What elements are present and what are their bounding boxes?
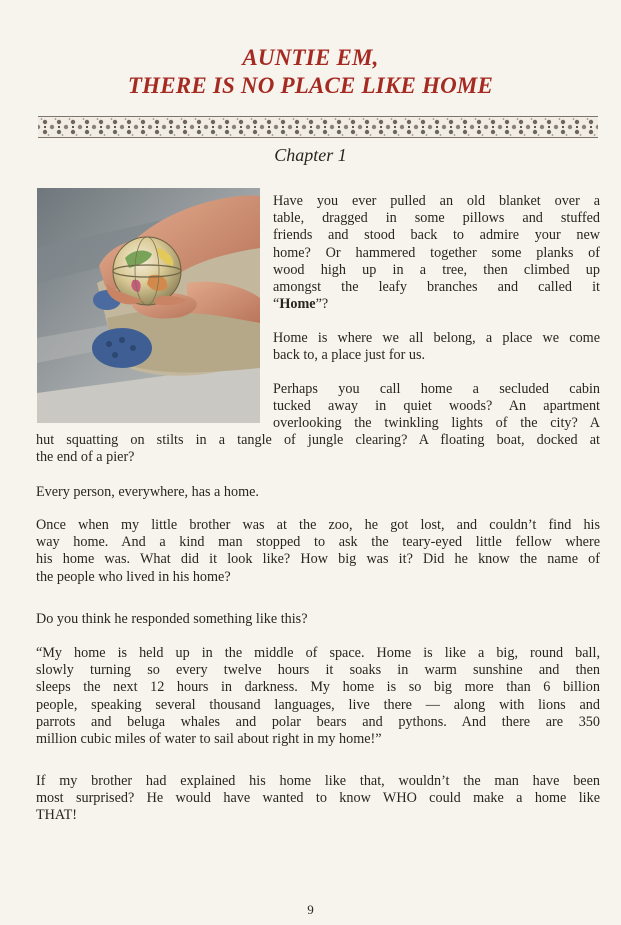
para1-line-4: home? Or hammered together some planks of [273, 244, 600, 261]
paragraph-3-full [36, 432, 600, 466]
para8-line-1: If my brother had explained his home like that, wouldn’t the man have been [36, 773, 600, 789]
paragraph-7-quote [36, 645, 600, 748]
para5-line-4: the people who lived in his home? [36, 568, 231, 585]
para1-line-1: Have you ever pulled an old blanket over a [273, 193, 600, 209]
para1-line-7 [273, 296, 600, 313]
para1-line-2: table, dragged in some pillows and stuffed [273, 210, 600, 227]
quote-close: ”? [315, 296, 329, 313]
para7-line-5: parrots and beluga whales and polar bears and pythons. And there are 350 [36, 713, 600, 730]
para2-line-1: Home is where we all belong, a place we come [273, 330, 600, 346]
paragraph-4: Every person, everywhere, has a home. [36, 484, 259, 500]
paragraph-2 [273, 330, 600, 364]
home-bold-word: Home [279, 296, 316, 313]
para1-line-6: amongst the leafy branches and called it [273, 279, 600, 296]
title-line-1: AUNTIE EM, [242, 45, 379, 70]
para7-line-2: slowly turning so every twelve hours it soaks in warm sunshine and then [36, 662, 600, 679]
chapter-heading: Chapter 1 [274, 145, 347, 165]
para5-line-3: his home was. What did it look like? How big was it? Did he know the name of [36, 551, 600, 568]
page-number: 9 [307, 902, 314, 917]
para7-line-4: people, speaking several thousand languages, live there — along with lions and [36, 696, 600, 713]
para8-line-2: most surprised? He would have wanted to know WHO could make a home like [36, 790, 600, 807]
para3-line-4: hut squatting on stilts in a tangle of jungle clearing? A floating boat, docked at [36, 432, 600, 448]
title-line-2: THERE IS NO PLACE LIKE HOME [127, 73, 494, 98]
para2-line-2: back to, a place just for us. [273, 347, 426, 364]
para1-line-5: wood high up in a tree, then climbed up [273, 261, 600, 278]
para8-line-3: THAT! [36, 807, 77, 824]
para5-line-1: Once when my little brother was at the zoo, he got lost, and couldn’t find his [36, 517, 600, 533]
quote-open: “ [273, 296, 280, 313]
photo-hands-holding-globe [37, 188, 260, 423]
paragraph-5 [36, 517, 600, 586]
para5-line-2: way home. And a kind man stopped to ask the teary-eyed little fellow where [36, 534, 600, 551]
para3-line-1: Perhaps you call home a secluded cabin [273, 381, 600, 397]
paragraph-6: Do you think he responded something like this? [36, 611, 308, 627]
para7-line-3: sleeps the next 12 hours in darkness. My home is so big more than 6 billion [36, 679, 600, 696]
paragraph-3-right [273, 381, 600, 433]
paragraph-1 [273, 193, 600, 313]
para1-line-3: friends and stood back to admire your new [273, 227, 600, 244]
decorative-ornament-band [38, 116, 598, 138]
paragraph-8 [36, 773, 600, 825]
ornament-pattern-icon [38, 117, 598, 137]
para7-line-1: “My home is held up in the middle of space. Home is like a big, round ball, [36, 645, 600, 661]
para7-line-6: million cubic miles of water to sail about right in my home!” [36, 731, 382, 748]
para3-line-5: the end of a pier? [36, 449, 135, 466]
para3-line-3: overlooking the twinkling lights of the city? A [273, 415, 600, 432]
para3-line-2: tucked away in quiet woods? An apartment [273, 398, 600, 415]
page-title [0, 44, 621, 100]
